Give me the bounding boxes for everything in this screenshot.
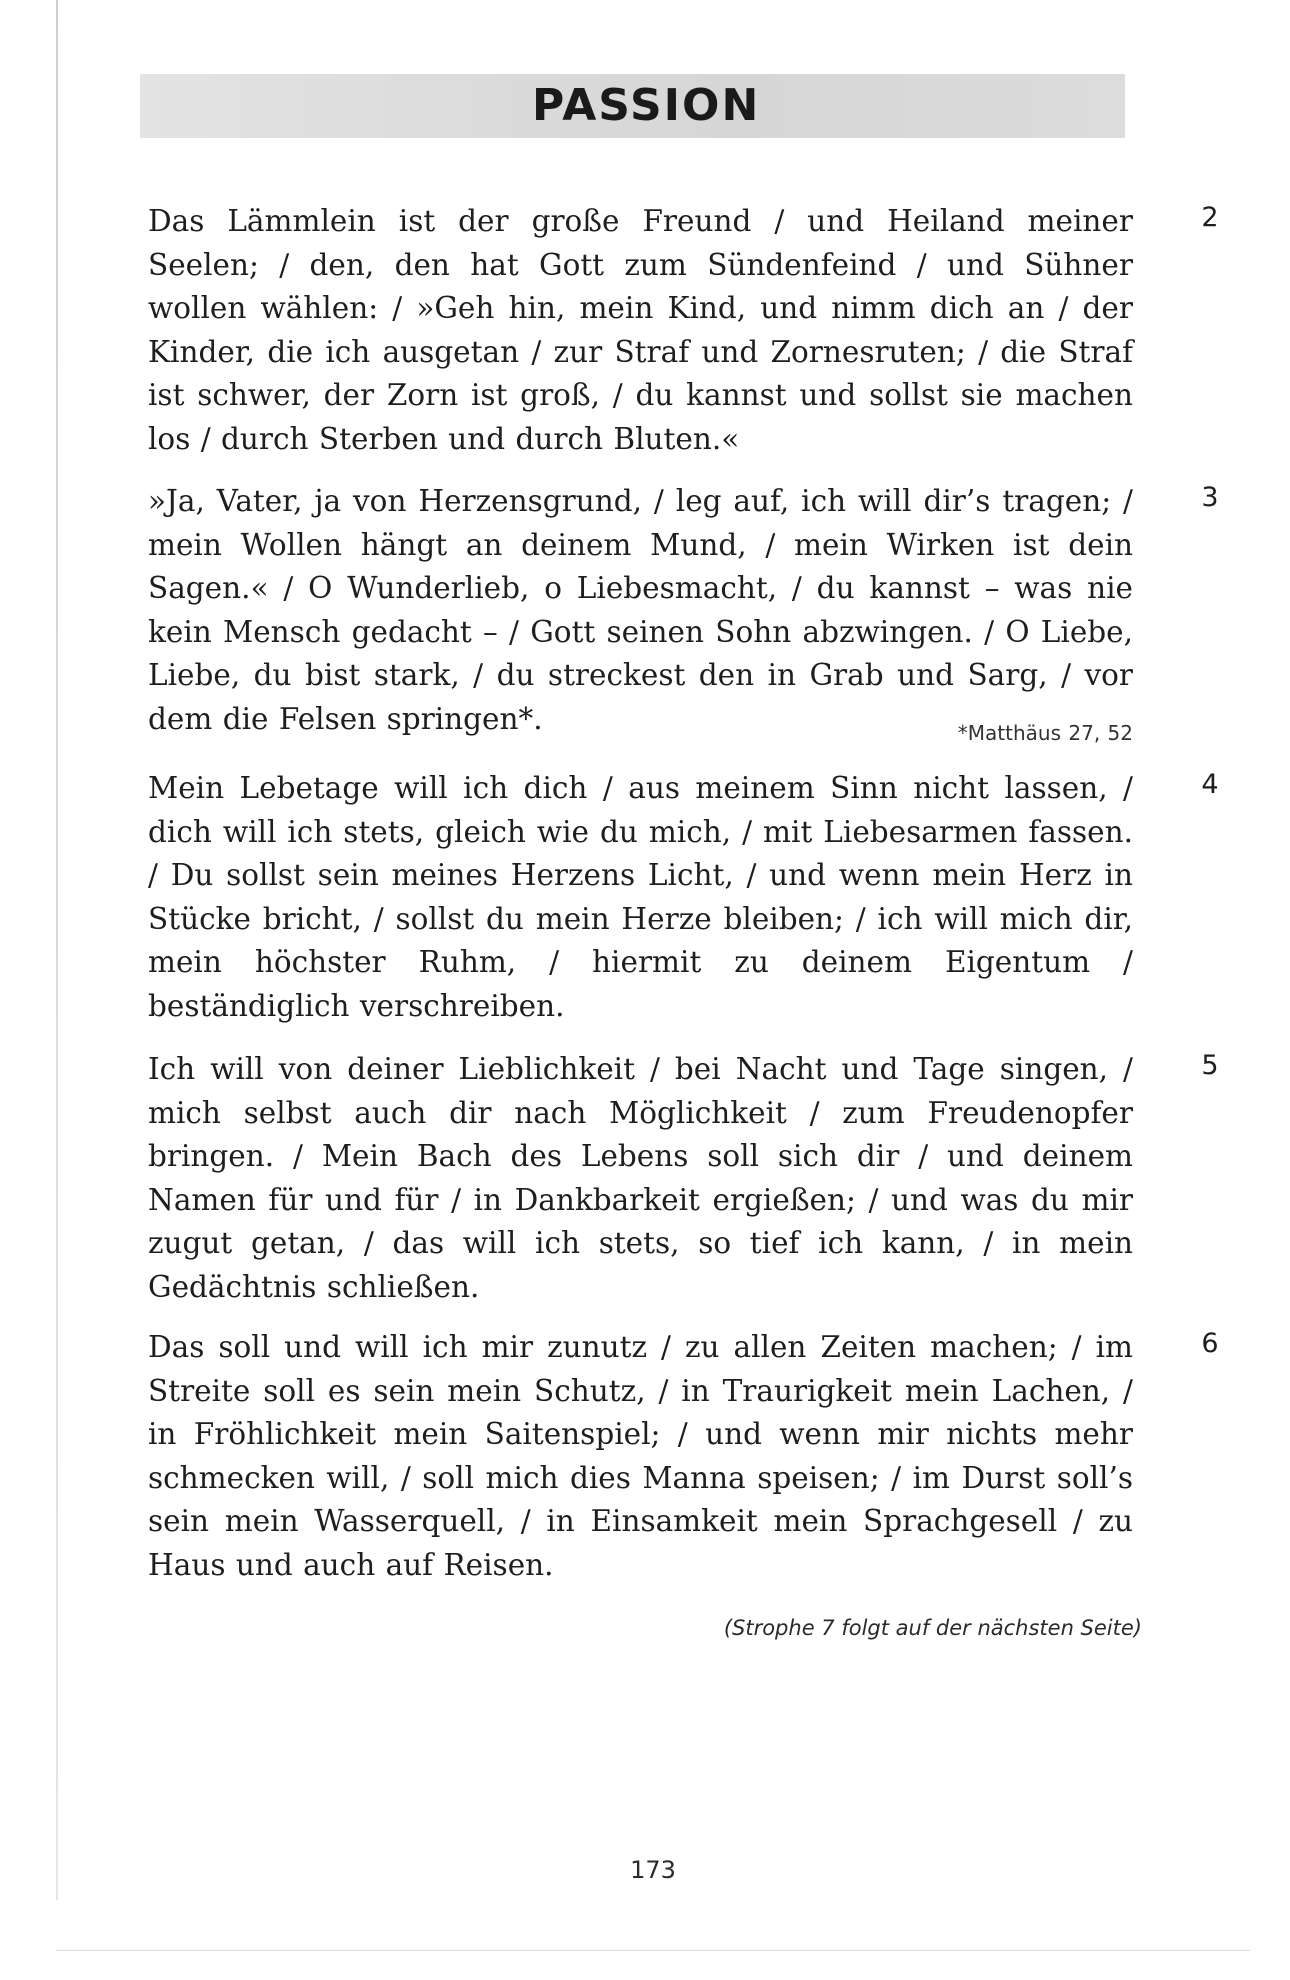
stanza-number: 3 (1201, 482, 1219, 513)
stanza-number: 6 (1201, 1328, 1219, 1359)
stanza-3 (148, 480, 1133, 755)
stanza-2 (148, 200, 1133, 461)
stanza-text: Mein Lebetage will ich dich / aus meinem Sinn nicht lassen, / dich will ich stets, gleich wie du mich, / mit Liebesarmen fassen. / Du sollst sein meines Herzens Licht, / und wenn mein Herz in Stücke bricht, / sollst du mein Herze bleiben; / ich will mich dir, mein höchster Ruhm, / hiermit zu deinem Eigentum / beständiglich verschreiben. (148, 771, 1133, 1023)
bottom-rule (56, 1950, 1250, 1951)
stanza-number: 2 (1201, 202, 1219, 233)
stanza-text: Das Lämmlein ist der große Freund / und Heiland meiner Seelen; / den, den hat Gott zum Sündenfeind / und Sühner wollen wählen: / »Geh hin, mein Kind, und nimm dich an / der Kinder, die ich ausgetan / zur Straf und Zornesruten; / die Straf ist schwer, der Zorn ist groß, / du kannst und sollst sie machen los / durch Sterben und durch Bluten.« (148, 204, 1133, 456)
section-title: PASSION (532, 80, 761, 131)
stanza-4 (148, 767, 1133, 1028)
stanza-number: 5 (1201, 1050, 1219, 1081)
stanza-6 (148, 1326, 1133, 1587)
footnote: *Matthäus 27, 52 (957, 720, 1133, 745)
stanza-text-body: »Ja, Vater, ja von Herzensgrund, / leg auf, ich will dir’s tragen; / mein Wollen hängt an deinem Mund, / mein Wirken ist dein Sagen.« / O Wunderlieb, o Liebesmacht, / du kannst – was nie kein Mensch gedacht – / Gott seinen Sohn abzwingen. / O Liebe, Liebe, du bist stark, / du streckest den in Grab und Sarg, / vor dem die Felsen springen*. (148, 484, 1133, 736)
stanza-text: Das soll und will ich mir zunutz / zu allen Zeiten machen; / im Streite soll es sein mein Schutz, / in Traurigkeit mein Lachen, / in Fröhlichkeit mein Saitenspiel; / und wenn mir nichts mehr schmecken will, / soll mich dies Manna speisen; / im Durst soll’s sein mein Wasserquell, / in Einsamkeit mein Sprachgesell / zu Haus und auch auf Reisen. (148, 1330, 1133, 1582)
continuation-note: (Strophe 7 folgt auf der nächsten Seite) (723, 1616, 1142, 1640)
stanza-text (148, 480, 1133, 745)
stanza-number: 4 (1201, 769, 1219, 800)
page-number: 173 (630, 1856, 676, 1884)
page-edge (56, 0, 58, 1900)
stanza-5 (148, 1048, 1133, 1309)
stanza-text: Ich will von deiner Lieblichkeit / bei Nacht und Tage singen, / mich selbst auch dir nach Möglichkeit / zum Freudenopfer bringen. / Mein Bach des Lebens soll sich dir / und deinem Namen für und für / in Dankbarkeit ergießen; / und was du mir zugut getan, / das will ich stets, so tief ich kann, / in mein Gedächtnis schließen. (148, 1052, 1133, 1304)
